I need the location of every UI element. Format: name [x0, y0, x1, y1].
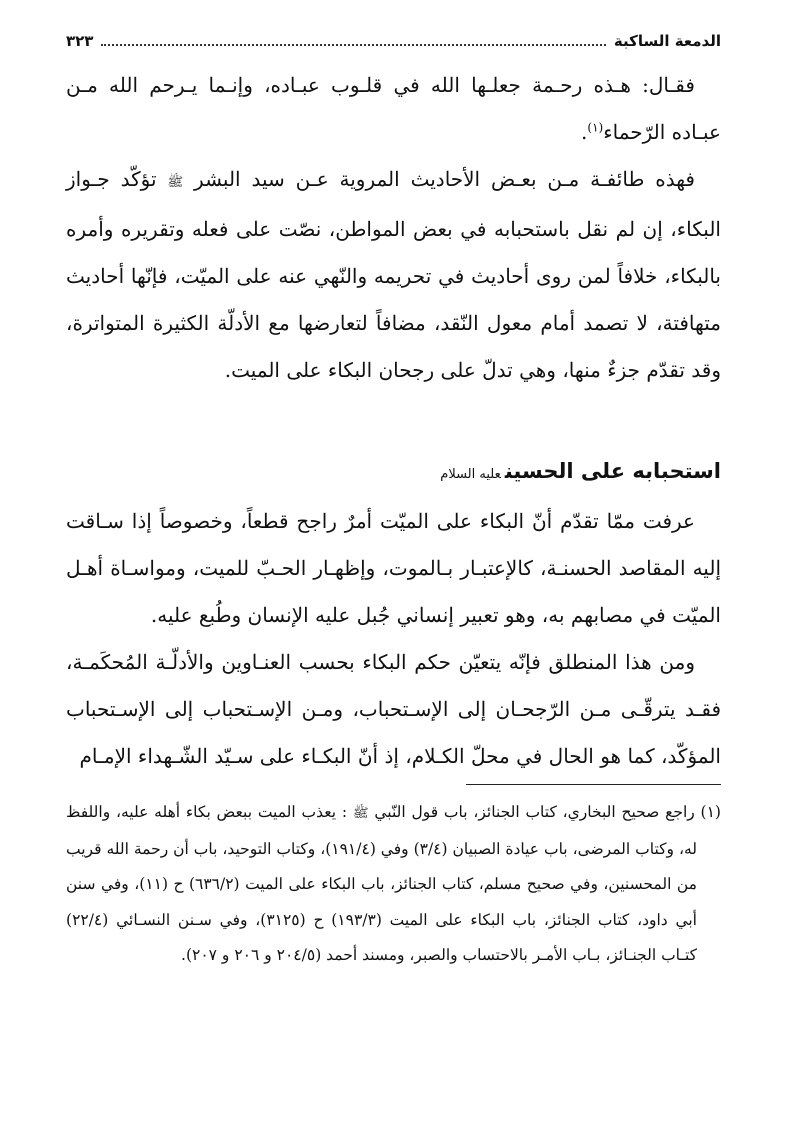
- footnote-reference-1[interactable]: (١): [587, 120, 604, 135]
- page-number: ٣٢٣: [66, 32, 94, 50]
- salutation-glyph: عليه السلام: [440, 467, 501, 482]
- paragraph-4: [66, 639, 721, 780]
- footnote-1-text-a: (١) راجع صحيح البخاري، كتاب الجنائز، باب قول النّبي: [374, 803, 721, 821]
- paragraph-3: [66, 498, 721, 639]
- paragraph-1-text: فقـال: هـذه رحـمة جعلـها الله في قلـوب عبـاده، وإنـما يـرحم الله مـن عبـاده الرّحماء: [66, 73, 721, 144]
- section-heading-text: استحبابه على الحسين: [504, 459, 721, 483]
- footnote-1-text-b: : يعذب الميت ببعض بكاء أهله عليه، واللفظ له، وكتاب المرضى، باب عيادة الصبيان (٣/٤) وفي (١٩١/٤)، وكتاب التوحيد، باب أن رحمة الله قريب من المحسنين، وفي صحيح مسلم، كتاب الجنائز، باب البكاء على الميت (٦٣٦/٢) ح (١١)، وفي سنن أبي داود، كتاب الجنائز، باب البكاء على الميت (١٩٣/٣) ح (٣١٢٥)، وفي سـنن النسـائي (٢٢/٤) كتـاب الجنـائز، بـاب الأمـر بالاحتساب والصبر، ومسند أحمد (٢٠٤/٥ و ٢٠٦ و ٢٠٧).: [66, 803, 697, 964]
- paragraph-1-end: .: [581, 120, 588, 144]
- footnote-separator: [466, 784, 721, 785]
- paragraph-2-text-a: فهذه طائفـة مـن بعـض الأحاديث المروية عـن سيد البشر: [194, 167, 695, 191]
- paragraph-2-text-b: تؤكّد جـواز البكاء، إن لم نقل باستحبابه في بعض المواطن، نصّت على فعله وتقريره وأمره بالبكاء، خلافاً لمن روى أحاديث في تحريمه والنّهي عنه على الميّت، فإنّها أحاديث متهافتة، لا تصمد أمام معول النّقد، مضافاً لتعارضها مع الأدلّة الكثيرة المتواترة، وقد تقدّم جزءٌ منها، وهي تدلّ على رجحان البكاء على الميت.: [66, 167, 721, 382]
- footnote-honorific-glyph: ﷺ: [352, 806, 369, 821]
- header-dotted-leader: [101, 44, 605, 46]
- paragraph-4-text: ومن هذا المنطلق فإنّه يتعيّن حكم البكاء بحسب العنـاوين والأدلّـة المُحكَمـة، فقـد يترقّـى مـن الرّجحـان إلى الإسـتحباب، ومـن الإسـتحباب إلى الإسـتحباب المؤكّد، كما هو الحال في محلّ الكـلام، إذ أنّ البكـاء على سـيّد الشّـهداء الإمـام: [66, 650, 721, 768]
- running-header: [66, 26, 721, 56]
- main-text: [66, 62, 721, 780]
- paragraph-2: [66, 156, 721, 394]
- footnotes: [66, 795, 721, 974]
- honorific-glyph: ﷺ: [167, 175, 184, 190]
- footnote-1: [66, 795, 721, 974]
- section-heading: [66, 448, 721, 498]
- paragraph-1: [66, 62, 721, 156]
- running-title: الدمعة الساكبة: [613, 32, 721, 50]
- paragraph-3-text: عرفت ممّا تقدّم أنّ البكاء على الميّت أمرٌ راجح قطعاً، وخصوصاً إذا سـاقت إليه المقاصد الحسنـة، كالإعتبـار بـالموت، وإظهـار الحـبّ للميت، ومواسـاة أهـل الميّت في مصابهم به، وهو تعبير إنساني جُبل عليه الإنسان وطُبع عليه.: [66, 509, 721, 627]
